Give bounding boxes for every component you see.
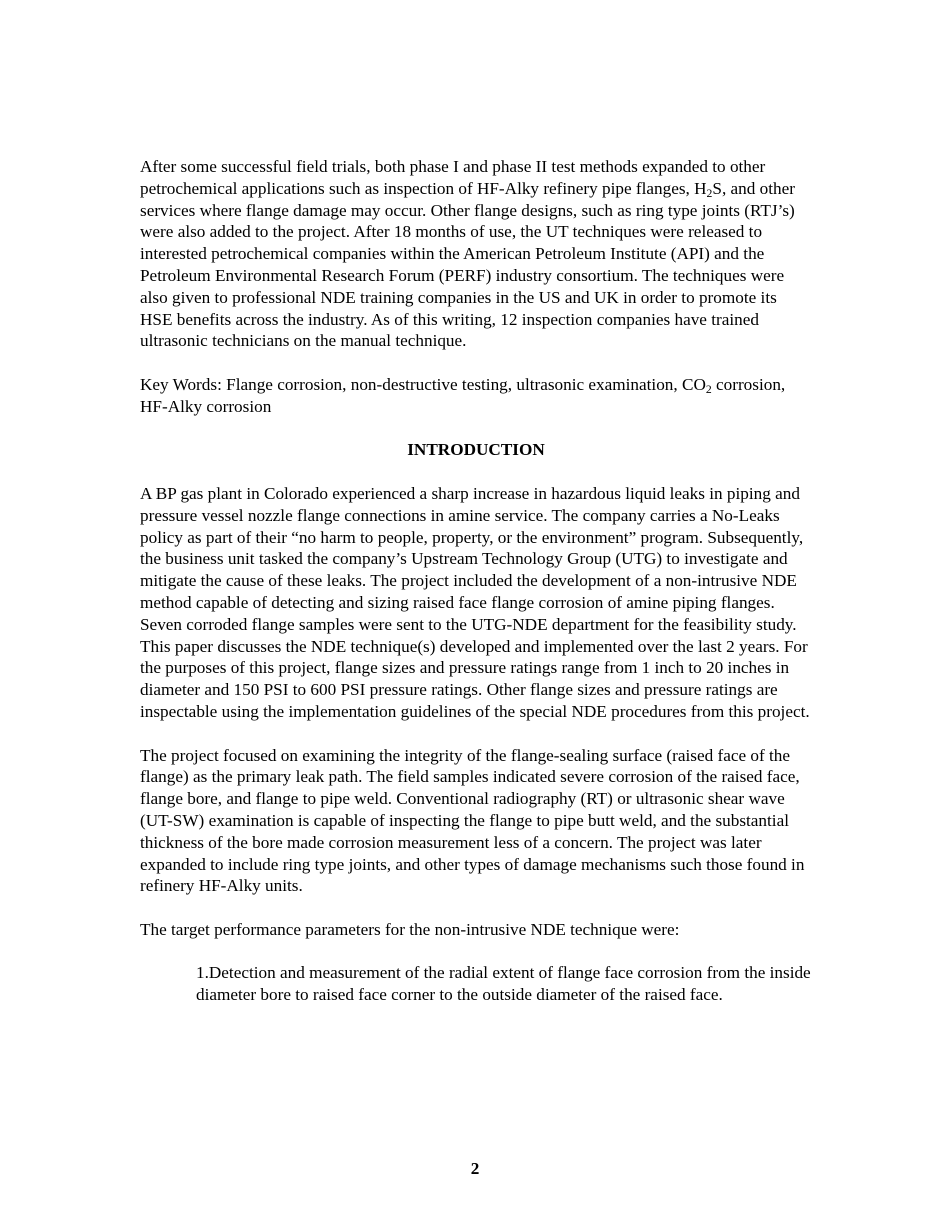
- page-number: 2: [470, 1159, 480, 1178]
- abstract-text-part-1: After some successful field trials, both phase I and phase II test methods expanded to other petrochemical applications such as inspection of HF-Alky refinery pipe flanges, H: [140, 157, 766, 198]
- introduction-heading: INTRODUCTION: [407, 440, 545, 460]
- keywords-paragraph: [140, 374, 812, 418]
- introduction-paragraph-3: The target performance parameters for the non-intrusive NDE technique were:: [140, 919, 680, 939]
- co2-subscript: 2: [705, 382, 712, 396]
- page-body: [140, 156, 812, 1006]
- introduction-paragraph-1: A BP gas plant in Colorado experienced a sharp increase in hazardous liquid leaks in piping and pressure vessel nozzle flange connections in amine service. The company carries a No-Leaks policy as part of their “no harm to people, property, or the environment” program. Subsequently, the business unit tasked the company’s Upstream Technology Group (UTG) to investigate and mitigate the cause of these leaks. The project included the development of a non-intrusive NDE method capable of detecting and sizing raised face flange corrosion of amine piping flanges. Seven corroded flange samples were sent to the UTG-NDE department for the feasibility study. This paper discusses the NDE technique(s) developed and implemented over the last 2 years. For the purposes of this project, flange sizes and pressure ratings range from 1 inch to 20 inches in diameter and 150 PSI to 600 PSI pressure ratings. Other flange sizes and pressure ratings are inspectable using the implementation guidelines of the special NDE procedures from this project.: [140, 483, 810, 721]
- abstract-continuation-paragraph: [140, 156, 812, 352]
- keywords-text-part-2: corrosion, HF-Alky corrosion: [140, 374, 786, 416]
- keywords-text-part-1: Key Words: Flange corrosion, non-destructive testing, ultrasonic examination, CO: [140, 374, 706, 394]
- introduction-paragraph-2: The project focused on examining the integrity of the flange-sealing surface (raised face of the flange) as the primary leak path. The field samples indicated severe corrosion of the raised face, flange bore, and flange to pipe weld. Conventional radiography (RT) or ultrasonic shear wave (UT-SW) examination is capable of inspecting the flange to pipe butt weld, and the substantial thickness of the bore made corrosion measurement less of a concern. The project was later expanded to include ring type joints, and other types of damage mechanisms such those found in refinery HF-Alky units.: [140, 745, 805, 896]
- h2s-subscript: 2: [706, 186, 713, 200]
- abstract-text-part-2: S, and other services where flange damage may occur. Other flange designs, such as ring type joints (RTJ’s) were also added to the project. After 18 months of use, the UT techniques were released to interested petrochemical companies within the American Petroleum Institute (API) and the Petroleum Environmental Research Forum (PERF) industry consortium. The techniques were also given to professional NDE training companies in the US and UK in order to promote its HSE benefits across the industry. As of this writing, 12 inspection companies have trained ultrasonic technicians on the manual technique.: [140, 178, 795, 351]
- performance-parameter-item: 1.Detection and measurement of the radial extent of flange face corrosion from the inside diameter bore to raised face corner to the outside diameter of the raised face.: [196, 963, 811, 1005]
